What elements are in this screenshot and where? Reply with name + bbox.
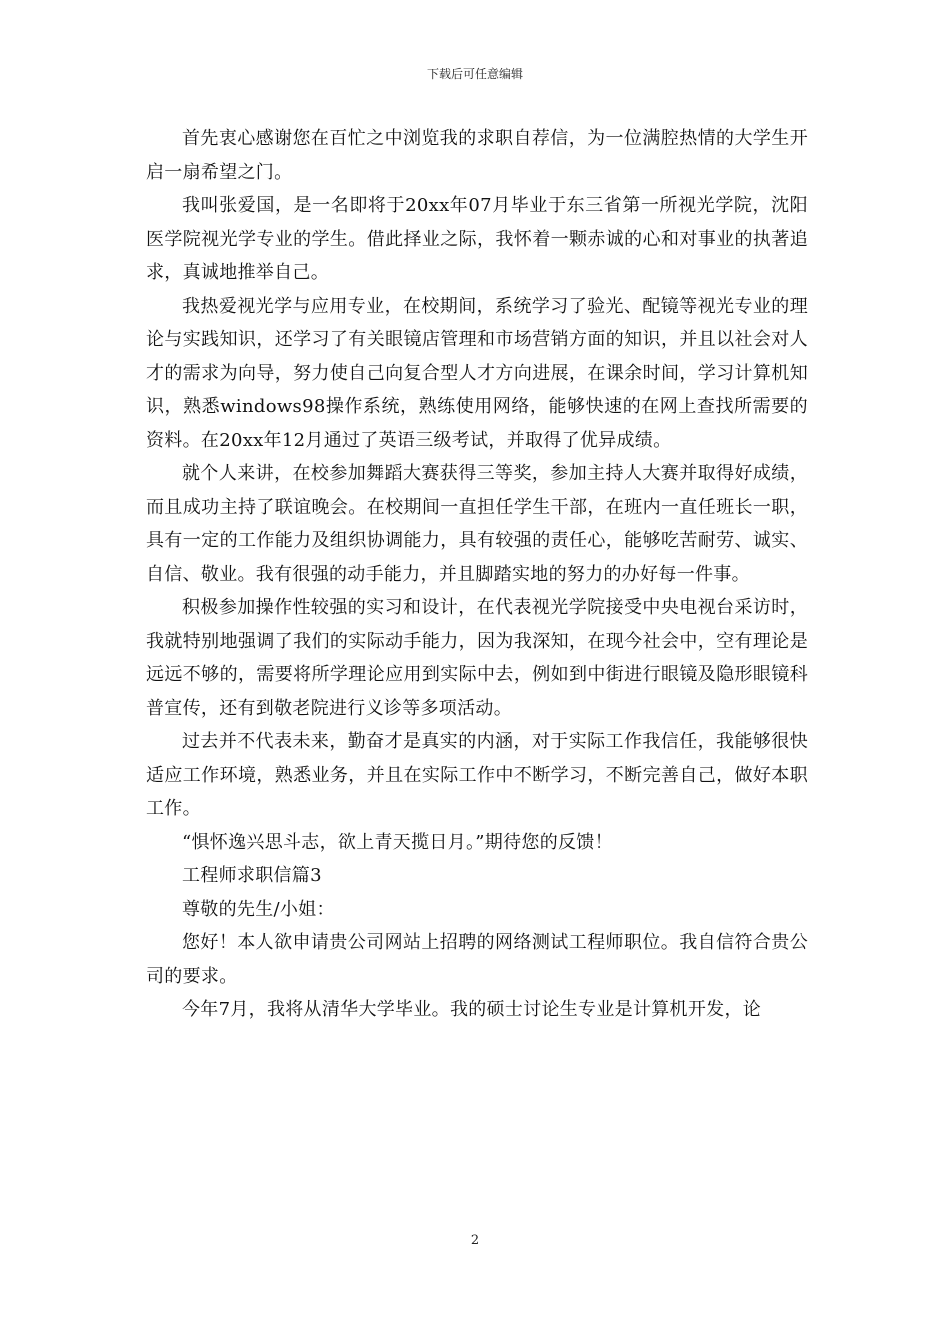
paragraph-3: 我热爱视光学与应用专业，在校期间，系统学习了验光、配镜等视光专业的理论与实践知识，还学习了有关眼镜店管理和市场营销方面的知识，并且以社会对人才的需求为向导，努力使自己向复合型人才方向进展，在课余时间，学习计算机知识，熟悉windows98操作系统，熟练使用网络，能够快速的在网上查找所需要的资料。在20xx年12月通过了英语三级考试，并取得了优异成绩。 — [146, 295, 808, 451]
page-header — [0, 66, 950, 82]
page-number: 2 — [470, 1233, 480, 1248]
document-body — [146, 122, 808, 1027]
page-footer — [0, 1233, 950, 1249]
paragraph-4: 就个人来讲，在校参加舞蹈大赛获得三等奖，参加主持人大赛并取得好成绩，而且成功主持了联谊晚会。在校期间一直担任学生干部，在班内一直任班长一职，具有一定的工作能力及组织协调能力，具有较强的责任心，能够吃苦耐劳、诚实、自信、敬业。我有很强的动手能力，并且脚踏实地的努力的办好每一件事。 — [146, 463, 808, 585]
paragraph-2: 我叫张爱国，是一名即将于20xx年07月毕业于东三省第一所视光学院，沈阳医学院视光学专业的学生。借此择业之际，我怀着一颗赤诚的心和对事业的执著追求，真诚地推举自己。 — [146, 195, 808, 283]
header-text: 下载后可任意编辑 — [426, 67, 523, 81]
paragraph-6: 过去并不代表未来，勤奋才是真实的内涵，对于实际工作我信任，我能够很快适应工作环境，熟悉业务，并且在实际工作中不断学习，不断完善自己，做好本职工作。 — [146, 731, 808, 819]
paragraph-5: 积极参加操作性较强的实习和设计，在代表视光学院接受中央电视台采访时，我就特别地强调了我们的实际动手能力，因为我深知，在现今社会中，空有理论是远远不够的，需要将所学理论应用到实际中去，例如到中街进行眼镜及隐形眼镜科普宣传，还有到敬老院进行义诊等多项活动。 — [146, 597, 808, 719]
salutation: 尊敬的先生/小姐： — [182, 898, 335, 920]
paragraph-1: 首先衷心感谢您在百忙之中浏览我的求职自荐信，为一位满腔热情的大学生开启一扇希望之门。 — [146, 128, 808, 183]
section-heading: 工程师求职信篇3 — [182, 865, 322, 886]
closing-quote: “惧怀逸兴思斗志，欲上青天揽日月。”期待您的反馈！ — [182, 831, 613, 853]
paragraph-8: 今年7月，我将从清华大学毕业。我的硕士讨论生专业是计算机开发，论 — [182, 999, 762, 1020]
paragraph-7: 您好！本人欲申请贵公司网站上招聘的网络测试工程师职位。我自信符合贵公司的要求。 — [146, 932, 808, 987]
